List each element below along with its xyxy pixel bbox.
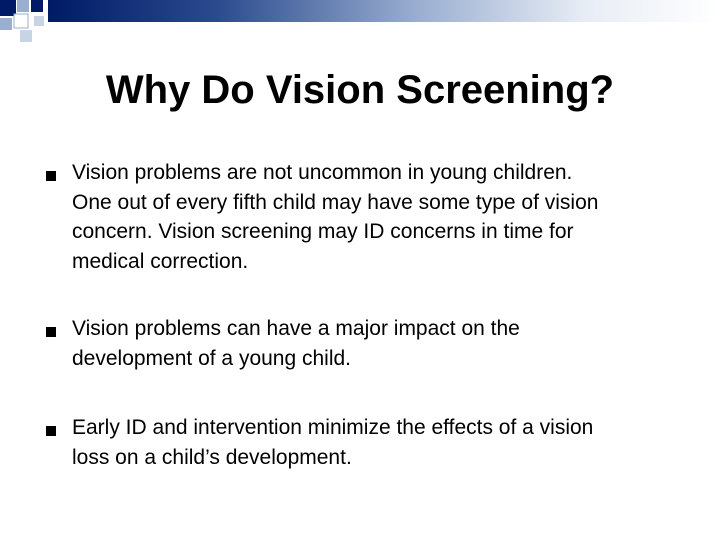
- header-gradient-bar: [48, 0, 720, 22]
- corner-squares-decoration: [0, 0, 48, 48]
- square-bullet-icon: [46, 327, 56, 337]
- bullet-text: Vision problems are not uncommon in young children. One out of every fifth child may have some type of vision concern. Vision screening may ID concerns in time for medical correction.: [72, 161, 599, 273]
- bullet-text: Vision problems can have a major impact on the development of a young child.: [72, 317, 520, 370]
- bullet-item: [46, 158, 686, 276]
- square-bullet-icon: [46, 426, 56, 436]
- bullet-text: Early ID and intervention minimize the effects of a vision loss on a child’s development.: [72, 416, 594, 469]
- bullet-item: [46, 314, 686, 373]
- square-bullet-icon: [46, 171, 56, 181]
- bullet-item: [46, 413, 686, 472]
- slide-title: Why Do Vision Screening?: [105, 68, 615, 112]
